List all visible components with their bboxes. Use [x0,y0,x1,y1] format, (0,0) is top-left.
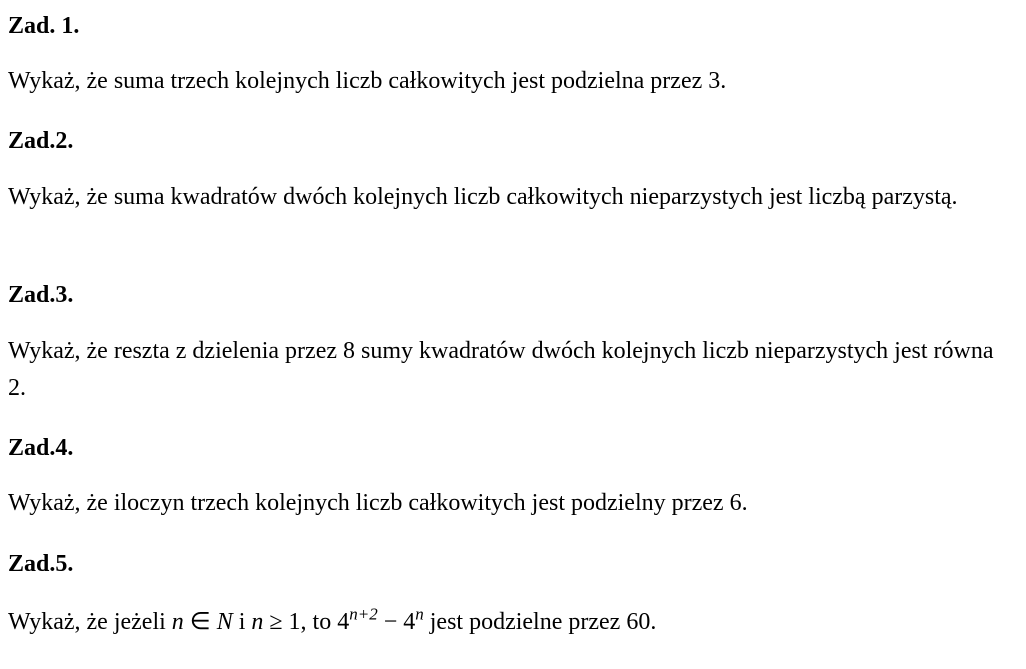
task-4-text: Wykaż, że iloczyn trzech kolejnych liczb całkowitych jest podzielny przez 6. [8,490,748,516]
task-2-text: Wykaż, że suma kwadratów dwóch kolejnych liczb całkowitych nieparzystych jest liczbą parzystą. [8,184,958,210]
task-4-heading: Zad.4. [8,435,74,461]
math-exponent: n [415,604,424,624]
math-base: 4 [337,609,350,635]
math-element-of-symbol: ∈ [183,609,217,635]
task-5-text [8,604,1013,641]
task-5-text-part: jest podzielne przez 60. [423,609,657,635]
math-variable-n: n [251,609,264,635]
task-1-text: Wykaż, że suma trzech kolejnych liczb całkowitych jest podzielna przez 3. [8,68,727,94]
task-3-text: Wykaż, że reszta z dzielenia przez 8 sumy kwadratów dwóch kolejnych liczb nieparzystych jest równa 2. [8,338,994,401]
math-exponent: n+2 [349,604,378,624]
task-1-heading: Zad. 1. [8,13,80,39]
task-5-heading: Zad.5. [8,551,74,577]
task-5-text-part: Wykaż, że jeżeli [8,609,172,635]
math-variable-n: n [171,609,184,635]
math-minus: − [377,609,404,635]
math-inequality: ≥ 1 [263,609,301,635]
task-5-text-part: i [232,609,252,635]
math-set-n: N [216,609,233,635]
task-2-heading: Zad.2. [8,128,74,154]
task-5-text-part: , to [300,609,338,635]
math-base: 4 [403,609,416,635]
task-3-heading: Zad.3. [8,282,74,308]
